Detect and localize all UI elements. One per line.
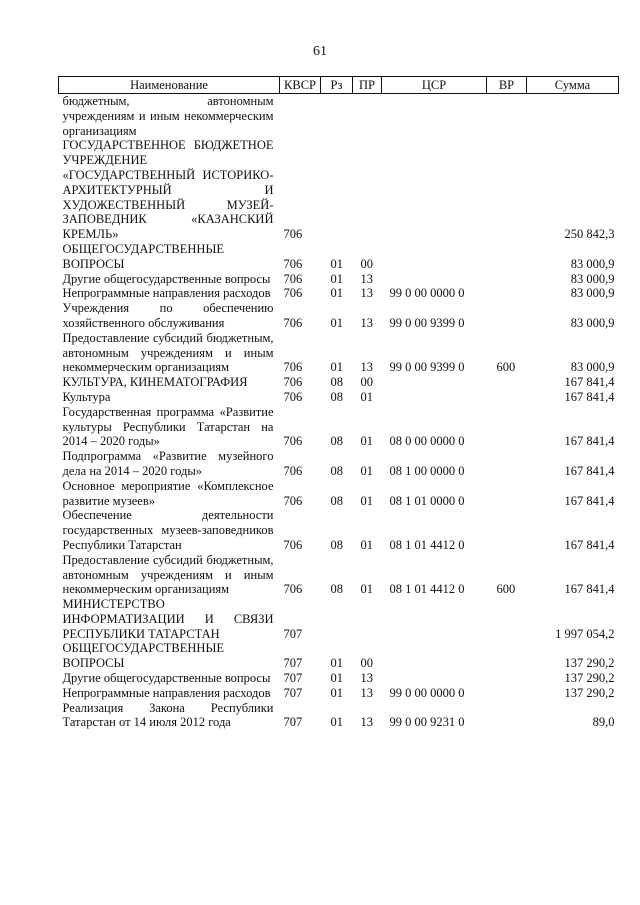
cell-rz [321, 138, 353, 242]
cell-name: Подпрограмма «Развитие музейного дела на 2014 – 2020 годы» [62, 449, 274, 478]
cell-vr [487, 272, 527, 287]
cell-kvsr [280, 94, 321, 139]
cell-name: Реализация Закона Республики Татарстан от 14 июля 2012 года [62, 700, 274, 730]
cell-csr [382, 375, 487, 390]
cell-pr: 00 [360, 256, 373, 271]
cell-pr: 13 [360, 360, 373, 375]
cell-csr: 08 1 01 0000 0 [389, 493, 465, 508]
cell-pr: 13 [360, 286, 373, 301]
cell-rz: 01 [330, 315, 343, 330]
cell-kvsr: 706 [283, 537, 303, 552]
cell-csr [382, 390, 487, 405]
cell-rz: 01 [330, 715, 343, 730]
cell-vr [487, 301, 527, 331]
table-row [59, 449, 619, 479]
cell-vr [487, 375, 527, 390]
cell-kvsr: 706 [283, 493, 303, 508]
cell-sum: 167 841,4 [564, 375, 615, 390]
cell-rz: 08 [330, 493, 343, 508]
table-row [59, 331, 619, 375]
cell-csr: 99 0 00 0000 0 [389, 286, 465, 301]
cell-pr: 01 [360, 389, 373, 404]
cell-rz: 01 [330, 256, 343, 271]
cell-kvsr: 706 [283, 227, 303, 242]
cell-kvsr: 706 [283, 256, 303, 271]
cell-pr: 13 [360, 315, 373, 330]
cell-sum: 83 000,9 [570, 256, 615, 271]
cell-rz: 08 [330, 375, 343, 390]
cell-vr [487, 449, 527, 479]
cell-vr [487, 641, 527, 671]
cell-rz: 01 [330, 656, 343, 671]
cell-sum: 137 290,2 [564, 656, 615, 671]
cell-name: МИНИСТЕРСТВО ИНФОРМАТИЗАЦИИ И СВЯЗИ РЕСПУБЛИКИ ТАТАРСТАН [62, 597, 274, 641]
table-row [59, 671, 619, 686]
cell-vr [487, 242, 527, 272]
table-row [59, 553, 619, 597]
table-row [59, 286, 619, 301]
table-body [59, 94, 619, 731]
table-row [59, 479, 619, 509]
cell-name: Непрограммные направления расходов [62, 286, 271, 301]
cell-pr: 01 [360, 434, 373, 449]
cell-vr [487, 479, 527, 509]
cell-name: Государственная программа «Развитие культуры Республики Татарстан на 2014 – 2020 годы» [62, 404, 274, 449]
cell-name: Обеспечение деятельности государственных музеев-заповедников Республики Татарстан [62, 508, 274, 552]
table-row [59, 390, 619, 405]
cell-vr [487, 597, 527, 641]
header-sum: Сумма [527, 77, 619, 94]
cell-sum: 167 841,4 [564, 493, 615, 508]
cell-sum: 250 842,3 [564, 227, 615, 242]
cell-csr [382, 94, 487, 139]
cell-name: Культура [62, 389, 111, 404]
cell-name: ГОСУДАРСТВЕННОЕ БЮДЖЕТНОЕ УЧРЕЖДЕНИЕ «ГОСУДАРСТВЕННЫЙ ИСТОРИКО-АРХИТЕКТУРНЫЙ И ХУДОЖЕСТВЕННЫЙ МУЗЕЙ-ЗАПОВЕДНИК «КАЗАНСКИЙ КРЕМЛЬ» [62, 138, 274, 242]
cell-csr [382, 641, 487, 671]
cell-rz [321, 94, 353, 139]
table-row [59, 686, 619, 701]
cell-sum: 137 290,2 [564, 671, 615, 686]
cell-sum: 137 290,2 [564, 685, 615, 700]
table-header-row [59, 77, 619, 94]
table-row [59, 641, 619, 671]
cell-name: Другие общегосударственные вопросы [62, 271, 271, 286]
cell-pr: 01 [360, 463, 373, 478]
cell-sum: 83 000,9 [570, 271, 615, 286]
cell-kvsr: 706 [283, 286, 303, 301]
table-row [59, 701, 619, 731]
table-row [59, 301, 619, 331]
cell-vr [487, 508, 527, 552]
cell-rz: 01 [330, 671, 343, 686]
cell-rz: 08 [330, 389, 343, 404]
cell-kvsr: 707 [283, 656, 303, 671]
cell-kvsr: 706 [283, 463, 303, 478]
cell-pr [353, 94, 382, 139]
cell-csr: 08 1 00 0000 0 [389, 463, 465, 478]
page-number: 61 [313, 44, 327, 59]
cell-name: ОБЩЕГОСУДАРСТВЕННЫЕ ВОПРОСЫ [62, 241, 224, 271]
cell-name: Предоставление субсидий бюджетным, автономным учреждениям и иным некоммерческим организациям [62, 330, 274, 375]
cell-rz: 08 [330, 582, 343, 597]
table-row [59, 597, 619, 641]
cell-name: КУЛЬТУРА, КИНЕМАТОГРАФИЯ [62, 375, 248, 390]
cell-csr: 08 1 01 4412 0 [389, 582, 465, 597]
cell-csr [382, 671, 487, 686]
cell-name: бюджетным, автономным учреждениям и иным некоммерческим организациям [62, 94, 274, 138]
cell-csr: 08 1 01 4412 0 [389, 537, 465, 552]
cell-vr [487, 405, 527, 449]
header-csr: ЦСР [382, 77, 487, 94]
cell-kvsr: 707 [283, 671, 303, 686]
table-row [59, 508, 619, 552]
header-vr: ВР [487, 77, 527, 94]
cell-sum: 83 000,9 [570, 315, 615, 330]
cell-vr [487, 138, 527, 242]
cell-csr: 99 0 00 9399 0 [389, 360, 465, 375]
cell-rz: 08 [330, 434, 343, 449]
cell-name: Непрограммные направления расходов [62, 685, 271, 700]
cell-vr [487, 686, 527, 701]
cell-sum: 167 841,4 [564, 389, 615, 404]
cell-pr: 13 [360, 715, 373, 730]
cell-csr [382, 597, 487, 641]
table-row [59, 242, 619, 272]
cell-vr [487, 671, 527, 686]
cell-csr [382, 272, 487, 287]
cell-rz: 08 [330, 463, 343, 478]
cell-csr: 99 0 00 9231 0 [389, 715, 465, 730]
cell-name: Другие общегосударственные вопросы [62, 671, 271, 686]
cell-pr: 01 [360, 582, 373, 597]
cell-pr: 00 [360, 656, 373, 671]
cell-kvsr: 707 [283, 626, 303, 641]
cell-vr: 600 [496, 582, 516, 597]
cell-pr: 13 [360, 671, 373, 686]
cell-kvsr: 707 [283, 715, 303, 730]
cell-csr [382, 242, 487, 272]
cell-rz: 01 [330, 286, 343, 301]
cell-csr [382, 138, 487, 242]
cell-pr: 13 [360, 685, 373, 700]
cell-sum: 83 000,9 [570, 286, 615, 301]
cell-sum: 167 841,4 [564, 463, 615, 478]
cell-vr [487, 94, 527, 139]
table-row [59, 405, 619, 449]
cell-sum: 167 841,4 [564, 537, 615, 552]
cell-vr [487, 286, 527, 301]
cell-kvsr: 706 [283, 582, 303, 597]
cell-vr [487, 701, 527, 731]
cell-sum: 89,0 [592, 715, 615, 730]
cell-kvsr: 706 [283, 360, 303, 375]
budget-table [58, 76, 619, 730]
cell-csr: 99 0 00 0000 0 [389, 685, 465, 700]
cell-csr: 99 0 00 9399 0 [389, 315, 465, 330]
cell-name: ОБЩЕГОСУДАРСТВЕННЫЕ ВОПРОСЫ [62, 641, 224, 671]
cell-vr: 600 [496, 360, 516, 375]
cell-sum: 167 841,4 [564, 434, 615, 449]
cell-kvsr: 706 [283, 389, 303, 404]
table-row [59, 94, 619, 139]
header-pr: ПР [353, 77, 382, 94]
cell-kvsr: 707 [283, 685, 303, 700]
cell-csr: 08 0 00 0000 0 [389, 434, 465, 449]
cell-rz: 01 [330, 685, 343, 700]
cell-rz: 01 [330, 360, 343, 375]
cell-name: Учреждения по обеспечению хозяйственного обслуживания [62, 301, 274, 330]
cell-pr [353, 597, 382, 641]
cell-kvsr: 706 [283, 271, 303, 286]
header-kvsr: КВСР [280, 77, 321, 94]
table-row [59, 138, 619, 242]
cell-sum: 167 841,4 [564, 582, 615, 597]
header-rz: Рз [321, 77, 353, 94]
cell-kvsr: 706 [283, 315, 303, 330]
cell-rz [321, 597, 353, 641]
cell-name: Предоставление субсидий бюджетным, автономным учреждениям и иным некоммерческим организациям [62, 552, 274, 597]
cell-name: Основное мероприятие «Комплексное развитие музеев» [62, 478, 274, 508]
cell-pr [353, 138, 382, 242]
cell-sum: 1 997 054,2 [555, 626, 615, 641]
cell-sum [527, 94, 619, 139]
cell-sum: 83 000,9 [570, 360, 615, 375]
table-row [59, 375, 619, 390]
cell-vr [487, 390, 527, 405]
cell-kvsr: 706 [283, 375, 303, 390]
cell-rz: 08 [330, 537, 343, 552]
cell-pr: 01 [360, 493, 373, 508]
cell-pr: 01 [360, 537, 373, 552]
cell-pr: 00 [360, 375, 373, 390]
cell-kvsr: 706 [283, 434, 303, 449]
cell-rz: 01 [330, 271, 343, 286]
header-name: Наименование [59, 77, 280, 94]
cell-pr: 13 [360, 271, 373, 286]
table-row [59, 272, 619, 287]
